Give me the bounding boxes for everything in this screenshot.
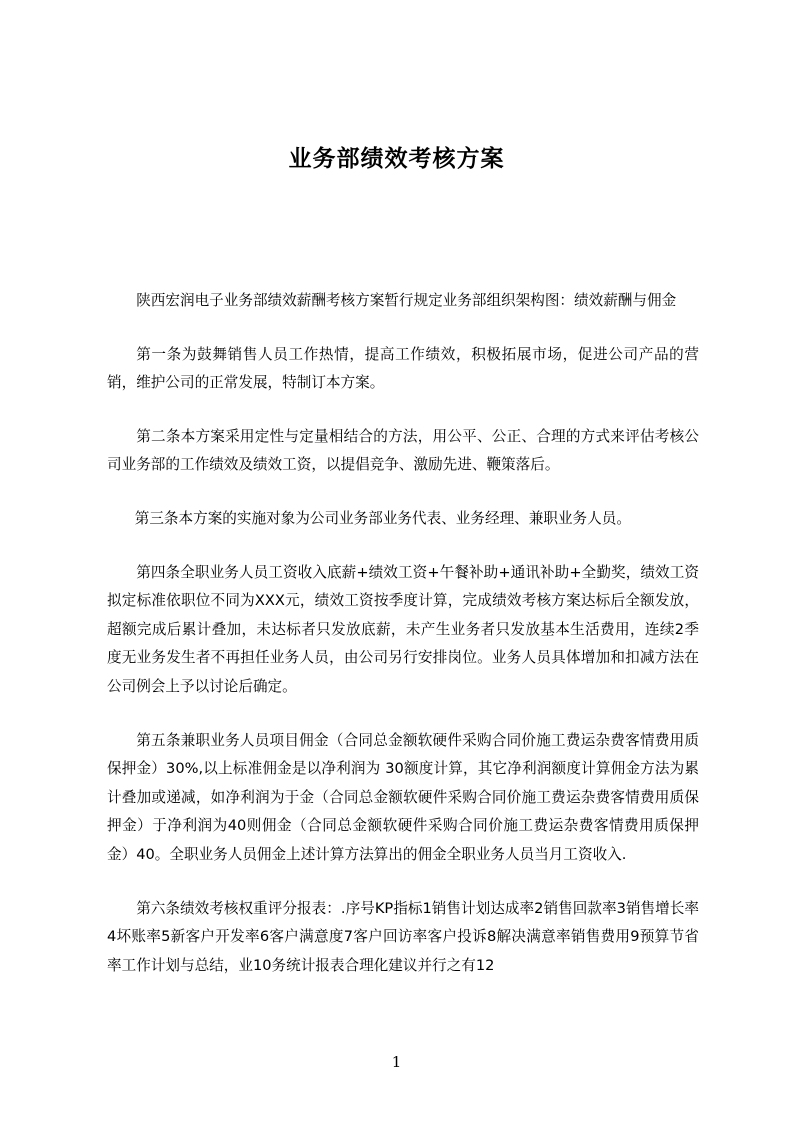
document-title: 业务部绩效考核方案 <box>288 146 505 172</box>
paragraph-article-6: 第六条绩效考核权重评分报表：.序号KP指标1销售计划达成率2销售回款率3销售增长率4坏账率5新客户开发率6客户满意度7客户回访率客户投诉8解决满意率销售费用9预算节省率工作计划与总结，业10务统计报表合理化建议并行之有12 <box>107 899 699 974</box>
paragraph-intro: 陕西宏润电子业务部绩效薪酬考核方案暂行规定业务部组织架构图：绩效薪酬与佣金 <box>136 292 677 309</box>
paragraph-article-5: 第五条兼职业务人员项目佣金（合同总金额软硬件采购合同价施工费运杂费客情费用质保押金）30%,以上标准佣金是以净利润为 30额度计算，其它净利润额度计算佣金方法为累计叠加或递减，如净利润为于金（合同总金额软硬件采购合同价施工费运杂费客情费用质保押金）于净利润为40则佣金（合同总金额软硬件采购合同价施工费运杂费客情费用质保押金）40。全职业务人员佣金上述计算方法算出的佣金全职业务人员当月工资收入. <box>107 731 699 863</box>
document-body <box>107 287 699 1005</box>
page-number: 1 <box>391 1053 402 1071</box>
paragraph-article-2: 第二条本方案采用定性与定量相结合的方法，用公平、公正、合理的方式来评估考核公司业务部的工作绩效及绩效工资，以提倡竞争、激励先进、鞭策落后。 <box>107 427 699 474</box>
paragraph-article-3: 第三条本方案的实施对象为公司业务部业务代表、业务经理、兼职业务人员。 <box>134 509 631 527</box>
paragraph-article-1: 第一条为鼓舞销售人员工作热情，提高工作绩效，积极拓展市场，促进公司产品的营销，维护公司的正常发展，特制订本方案。 <box>107 345 699 392</box>
paragraph-article-4: 第四条全职业务人员工资收入底薪+绩效工资+午餐补助+通讯补助+全勤奖，绩效工资拟定标准依职位不同为XXX元，绩效工资按季度计算，完成绩效考核方案达标后全额发放，超额完成后累计叠加，未达标者只发放底薪，未产生业务者只发放基本生活费用，连续2季度无业务发生者不再担任业务人员，由公司另行安排岗位。业务人员具体增加和扣减方法在公司例会上予以讨论后确定。 <box>107 563 699 695</box>
